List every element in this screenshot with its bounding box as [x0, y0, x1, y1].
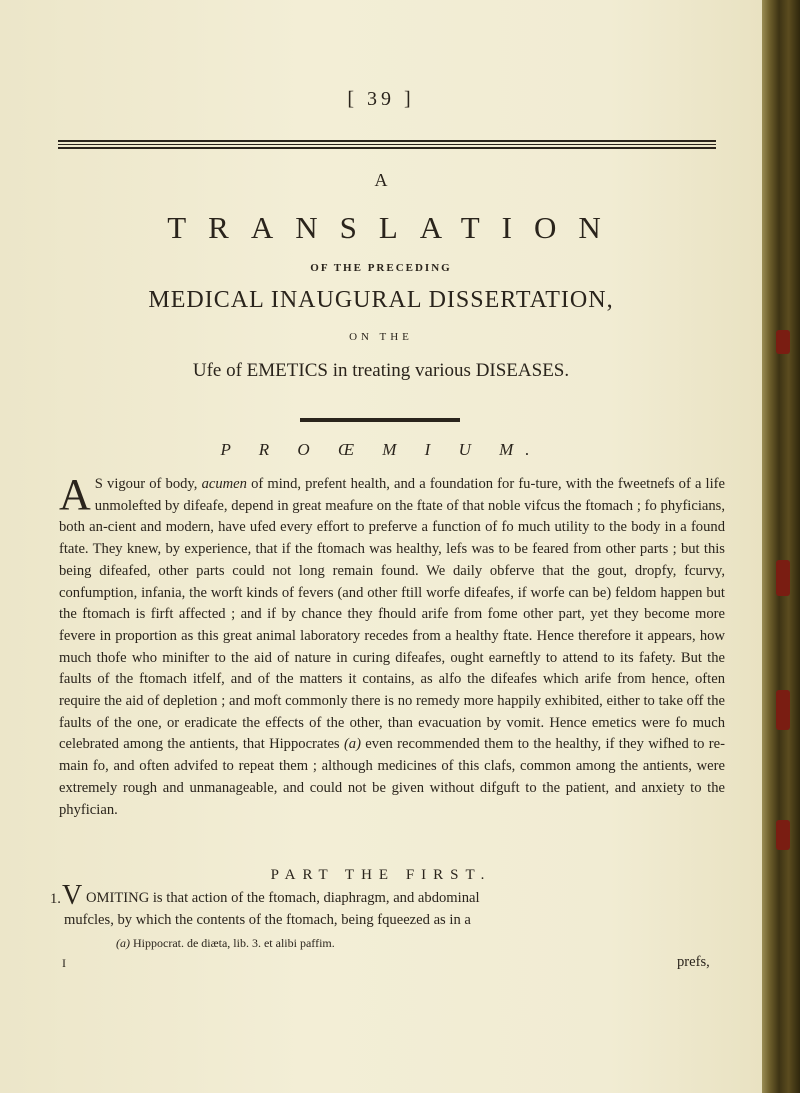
- book-spine-edge: [762, 0, 800, 1093]
- italic-term: acumen: [201, 476, 247, 492]
- page-number: [ 39 ]: [347, 88, 415, 110]
- catchword: prefs,: [677, 954, 710, 970]
- section-1-paragraph: [50, 880, 730, 931]
- spine-stain: [776, 560, 790, 596]
- section-divider: [300, 418, 460, 422]
- section-line: mufcles, by which the contents of the ftomach, being fqueezed as in a: [64, 911, 471, 928]
- header-rule-middle: [58, 144, 716, 145]
- paragraph-text: S vigour of body,: [94, 476, 202, 492]
- spine-stain: [776, 330, 790, 354]
- part-heading: PART THE FIRST.: [270, 867, 492, 883]
- header-rule-bottom: [58, 147, 716, 149]
- footnote: [116, 936, 335, 951]
- section-line: OMITING is that action of the ftomach, diaphragm, and abdominal: [86, 890, 480, 906]
- footnote-text: Hippocrat. de diæta, lib. 3. et alibi paffim.: [130, 936, 335, 950]
- footnote-mark: (a): [116, 936, 130, 950]
- section-drop-cap: V: [62, 880, 83, 911]
- drop-cap: A: [59, 470, 91, 519]
- header-rule-top: [58, 140, 716, 142]
- footnote-reference: (a): [343, 736, 361, 753]
- paragraph-text: of mind, prefent health, and a foundation for fu-ture, with the fweetnefs of a life unmolefted by difeafe, depend in great meafure on the ftate of that noble vifcus the ftomach ; fo phyficians, both an-cient and modern, have ufed every effort to preferve a function of fo much utility to the body in a found ftate. They knew, by experience, that if the ftomach was healthy, lefs was to be feared from other parts ; but this being difeafed, other parts could not long remain found. We daily obferve that the gout, dropfy, fcurvy, confumption, infania, the worft kinds of fevers (and other ftill worfe difeafes, if worfe can be) feldom happen but the ftomach is firft affected ; and if by chance they fhould arife from fome other part, yet they become more fevere in proportion as this great animal laboratory recedes from a healthy ftate. Hence therefore it appears, how much thofe who minifter to the aid of nature in curing difeafes, ought earneftly to attend to its fafety. But the faults of the ftomach itfelf, and of the matters it contains, as alfo the difeafes which arife from hence, often require the aid of depletion ; and moft commonly there is no remedy more happily exhibited, either to take off the faults of the one, or eradicate the effects of the other, than evacuation by vomit. Hence emetics were fo much celebrated among the antients, that Hippocrates: [59, 476, 726, 753]
- proemium-heading: P R O Œ M I U M.: [220, 440, 542, 459]
- heading-subtitle: Ufe of EMETICS in treating various DISEASES.: [192, 360, 570, 381]
- signature-mark: I: [62, 956, 66, 970]
- heading-article: A: [374, 170, 388, 190]
- heading-on-the: ON THE: [349, 331, 413, 343]
- heading-of-preceding: OF THE PRECEDING: [310, 262, 452, 274]
- section-number: 1.: [50, 891, 61, 907]
- heading-translation: TRANSLATION: [167, 210, 623, 245]
- heading-dissertation-title: MEDICAL INAUGURAL DISSERTATION,: [148, 287, 614, 313]
- spine-stain: [776, 690, 790, 730]
- proemium-paragraph: [59, 470, 726, 821]
- paragraph-text: even recommended them to the healthy, if they wifhed to re-main fo, and often advifed to repeat them ; although medicines of this clafs, common among the antients, were extremely rough and unmanageable, and could not be given without difguft to the patient, and anxiety to the phyfician.: [59, 736, 725, 818]
- spine-stain: [776, 820, 790, 850]
